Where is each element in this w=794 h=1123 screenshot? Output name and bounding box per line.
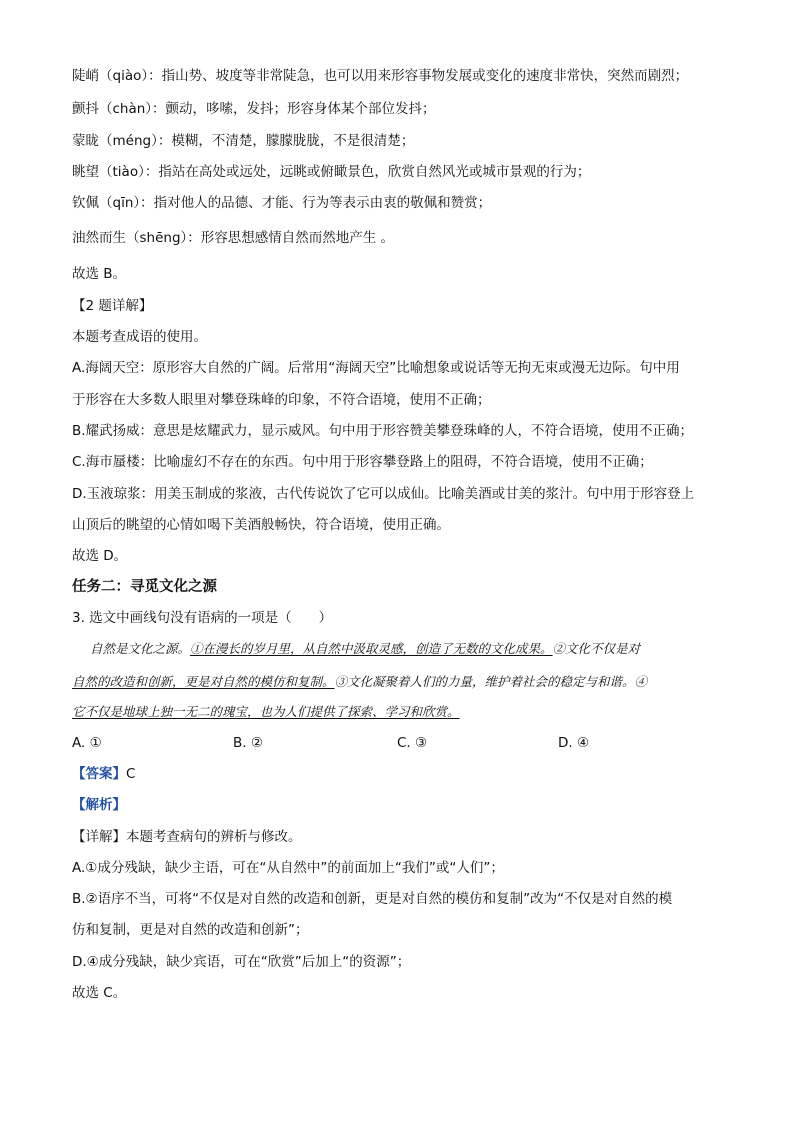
answer-value: C	[126, 766, 136, 782]
passage-sentence-plain: 自然是文化之源。	[90, 641, 191, 656]
vocab-item-5: 钦佩（qīn）：指对他人的品德、才能、行为等表示由衷的敬佩和赞赏；	[72, 195, 492, 211]
q2-header: 【2 题详解】	[72, 298, 153, 314]
vocab-item-4: 眺望（tiào）：指站在高处或远处，远眺或俯瞰景色，欣赏自然风光或城市景观的行为；	[72, 164, 591, 180]
task2-title: 任务二：寻觅文化之源	[72, 579, 217, 595]
vocab-item-6: 油然而生（shēng）：形容思想感情自然而然地产生 。	[72, 230, 395, 246]
passage-sentence-2-start: ②文化不仅是对	[552, 641, 641, 656]
detail-option-b-line2: 仿和复制，更是对自然的改造和创新”；	[72, 922, 309, 938]
detail-option-b-line1: B.②语序不当，可将“不仅是对自然的改造和创新，更是对自然的模仿和复制”改为“不仅是对自然的模	[72, 891, 673, 907]
passage-sentence-3: ③文化凝聚着人们的力量，维护着社会的稳定与和谐。④	[334, 674, 648, 689]
vocab-item-1: 陡峭（qiào）：指山势、坡度等非常陡急，也可以用来形容事物发展或变化的速度非常快，突然而剧烈；	[72, 68, 689, 84]
option-a: A. ①	[72, 735, 102, 751]
detail-intro: 【详解】本题考查病句的辨析与修改。	[72, 829, 302, 845]
passage-sentence-4: 它不仅是地球上独一无二的瑰宝，也为人们提供了探索、学习和欣赏。	[72, 704, 460, 719]
detail-option-a: A.①成分残缺，缺少主语，可在“从自然中”的前面加上“我们”或“人们”；	[72, 860, 504, 876]
q2-intro: 本题考查成语的使用。	[72, 329, 207, 345]
passage-line-2	[72, 672, 647, 692]
q2-option-a-line1: A.海阔天空：原形容大自然的广阔。后常用“海阔天空”比喻想象或说话等无拘无束或漫无边际。句中用	[72, 360, 680, 376]
answer-line	[72, 764, 135, 784]
option-c: C. ③	[397, 735, 428, 751]
passage-sentence-2-end: 自然的改造和创新，更是对自然的模仿和复制。	[72, 674, 335, 689]
task2-question: 3. 选文中画线句没有语病的一项是（ ）	[72, 610, 333, 626]
q2-option-d-line1: D.玉液琼浆：用美玉制成的浆液，古代传说饮了它可以成仙。比喻美酒或甘美的浆汁。句中用于形容登上	[72, 486, 695, 502]
vocab-item-3: 蒙眬（méng）：模糊，不清楚，朦朦胧胧，不是很清楚；	[72, 133, 415, 149]
q2-option-c: C.海市蜃楼：比喻虚幻不存在的东西。句中用于形容攀登路上的阻碍，不符合语境，使用不正确；	[72, 454, 653, 470]
q2-option-a-line2: 于形容在大多数人眼里对攀登珠峰的印象，不符合语境，使用不正确；	[72, 392, 491, 408]
q2-choice: 故选 D。	[72, 548, 128, 564]
q2-option-d-line2: 山顶后的眺望的心情如喝下美酒般畅快，符合语境，使用正确。	[72, 517, 450, 533]
option-d: D. ④	[558, 735, 590, 751]
passage-sentence-1: ①在漫长的岁月里，从自然中汲取灵感，创造了无数的文化成果。	[190, 641, 553, 656]
analysis-label: 【解析】	[72, 797, 126, 813]
option-b: B. ②	[233, 735, 263, 751]
vocab-item-2: 颤抖（chàn）：颤动，哆嗦，发抖；形容身体某个部位发抖；	[72, 101, 436, 117]
detail-choice: 故选 C。	[72, 985, 127, 1001]
passage-line-3	[72, 702, 460, 722]
q1-choice: 故选 B。	[72, 266, 127, 282]
detail-option-d: D.④成分残缺，缺少宾语，可在“欣赏”后加上“的资源”；	[72, 954, 411, 970]
answer-label: 【答案】	[72, 766, 126, 782]
q2-option-b: B.耀武扬威：意思是炫耀武力，显示威风。句中用于形容赞美攀登珠峰的人，不符合语境，使用不正确；	[72, 423, 694, 439]
passage-line-1	[90, 639, 640, 659]
